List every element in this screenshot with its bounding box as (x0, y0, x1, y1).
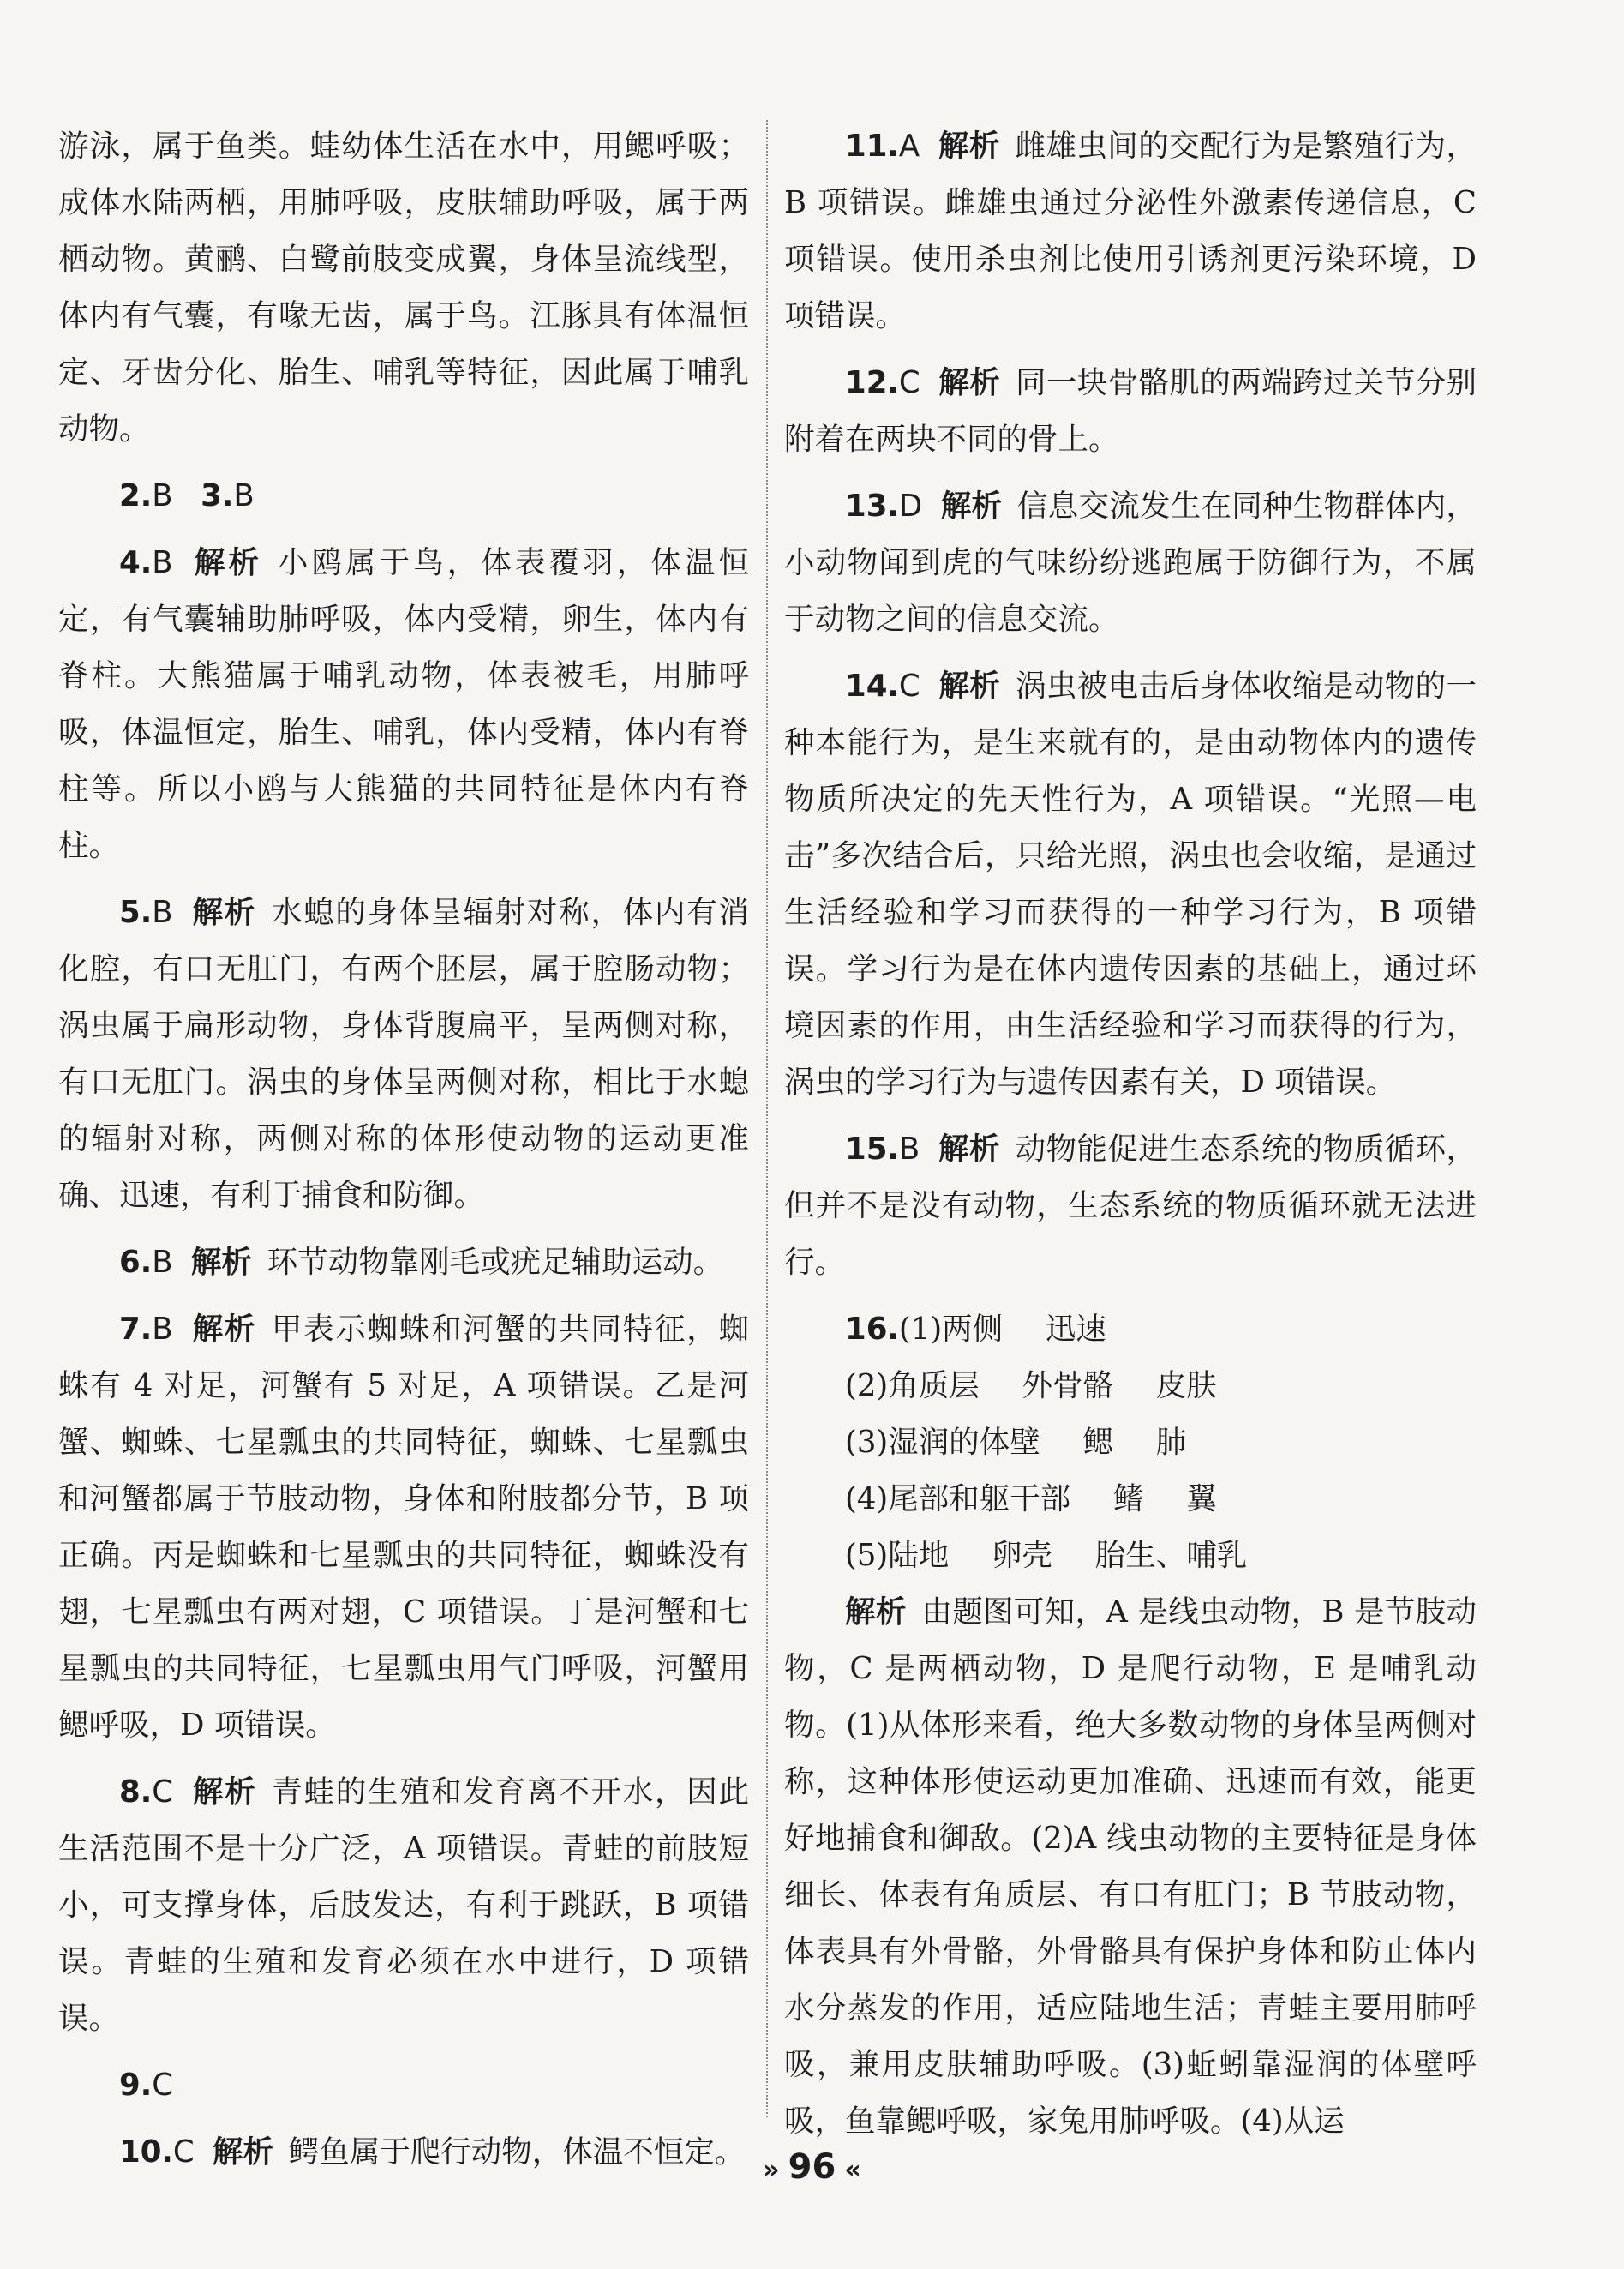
column-divider (766, 120, 768, 2117)
answer-4: 4.B 解析 小鸥属于鸟，体表覆羽，体温恒定，有气囊辅助肺呼吸，体内受精，卵生，体内有脊柱。大熊猫属于哺乳动物，体表被毛，用肺呼吸，体温恒定，胎生、哺乳，体内受精，体内有脊柱等。所以小鸥与大熊猫的共同特征是体内有脊柱。 (58, 545, 749, 863)
answer-15: 15.B 解析 动物能促进生态系统的物质循环，但并不是没有动物，生态系统的物质循环就无法进行。 (784, 1131, 1477, 1280)
answer-7: 7.B 解析 甲表示蜘蛛和河蟹的共同特征，蜘蛛有 4 对足，河蟹有 5 对足，A 项错误。乙是河蟹、蜘蛛、七星瓢虫的共同特征，蜘蛛、七星瓢虫和河蟹都属于节肢动物，身体和附肢都分节，B 项正确。丙是蜘蛛和七星瓢虫的共同特征，蜘蛛没有翅，七星瓢虫有两对翅，C 项错误。丁是河蟹和七星瓢虫的共同特征，七星瓢虫用气门呼吸，河蟹用鳃呼吸，D 项错误。 (58, 1312, 749, 1743)
paragraph-continued: 游泳，属于鱼类。蛙幼体生活在水中，用鳃呼吸；成体水陆两栖，用肺呼吸，皮肤辅助呼吸，属于两栖动物。黄鹂、白鹭前肢变成翼，身体呈流线型，体内有气囊，有喙无齿，属于鸟。江豚具有体温恒定、牙齿分化、胎生、哺乳等特征，因此属于哺乳动物。 (58, 129, 749, 447)
answer-14: 14.C 解析 涡虫被电击后身体收缩是动物的一种本能行为，是生来就有的，是由动物体内的遗传物质所决定的先天性行为，A 项错误。“光照—电击”多次结合后，只给光照，涡虫也会收缩，是通过生活经验和学习而获得的一种学习行为，B 项错误。学习行为是在体内遗传因素的基础上，通过环境因素的作用，由生活经验和学习而获得的行为，涡虫的学习行为与遗传因素有关，D 项错误。 (784, 669, 1477, 1100)
answer-12: 12.C 解析 同一块骨骼肌的两端跨过关节分别附着在两块不同的骨上。 (784, 365, 1477, 457)
answer-16-explanation: 解析 由题图可知，A 是线虫动物，B 是节肢动物，C 是两栖动物，D 是爬行动物，E 是哺乳动物。(1)从体形来看，绝大多数动物的身体呈两侧对称，这种体形使运动更加准确、迅速而有效，能更好地捕食和御敌。(2)A 线虫动物的主要特征是身体细长、体表有角质层、有口有肛门；B 节肢动物，体表具有外骨骼，外骨骼具有保护身体和防止体内水分蒸发的作用，适应陆地生活；青蛙主要用肺呼吸，兼用皮肤辅助呼吸。(3)蚯蚓靠湿润的体壁呼吸，鱼靠鳃呼吸，家兔用肺呼吸。(4)从运 (784, 1594, 1477, 2139)
page-number: » 96 « (763, 2147, 861, 2187)
answer-2-3: 2.B 3.B (119, 478, 255, 513)
right-arrow-icon: « (844, 2155, 861, 2185)
answer-16-line-5: (5)陆地 卵壳 胎生、哺乳 (845, 1538, 1248, 1573)
answer-13: 13.D 解析 信息交流发生在同种生物群体内，小动物闻到虎的气味纷纷逃跑属于防御行为，不属于动物之间的信息交流。 (784, 489, 1477, 637)
right-column (784, 118, 1477, 2150)
answer-16-line-4: (4)尾部和躯干部 鳍 翼 (845, 1481, 1217, 1516)
answer-11: 11.A 解析 雌雄虫间的交配行为是繁殖行为，B 项错误。雌雄虫通过分泌性外激素传递信息，C 项错误。使用杀虫剂比使用引诱剂更污染环境，D 项错误。 (784, 129, 1477, 333)
answer-16-line-1: 16.(1)两侧 迅速 (845, 1312, 1106, 1347)
answer-10: 10.C 解析 鳄鱼属于爬行动物，体温不恒定。 (119, 2134, 746, 2170)
answer-9: 9.C (119, 2068, 173, 2103)
answer-8: 8.C 解析 青蛙的生殖和发育离不开水，因此生活范围不是十分广泛，A 项错误。青蛙的前肢短小，可支撑身体，后肢发达，有利于跳跃，B 项错误。青蛙的生殖和发育必须在水中进行，D 项错误。 (58, 1774, 749, 2036)
left-arrow-icon: » (763, 2155, 780, 2185)
answer-6: 6.B 解析 环节动物靠刚毛或疣足辅助运动。 (119, 1245, 724, 1280)
answer-5: 5.B 解析 水螅的身体呈辐射对称，体内有消化腔，有口无肛门，有两个胚层，属于腔肠动物；涡虫属于扁形动物，身体背腹扁平，呈两侧对称，有口无肛门。涡虫的身体呈两侧对称，相比于水螅的辐射对称，两侧对称的体形使动物的运动更准确、迅速，有利于捕食和防御。 (58, 895, 749, 1213)
answer-16-line-3: (3)湿润的体壁 鳃 肺 (845, 1425, 1187, 1460)
answer-16-line-2: (2)角质层 外骨骼 皮肤 (845, 1368, 1217, 1403)
left-column (58, 118, 749, 2181)
